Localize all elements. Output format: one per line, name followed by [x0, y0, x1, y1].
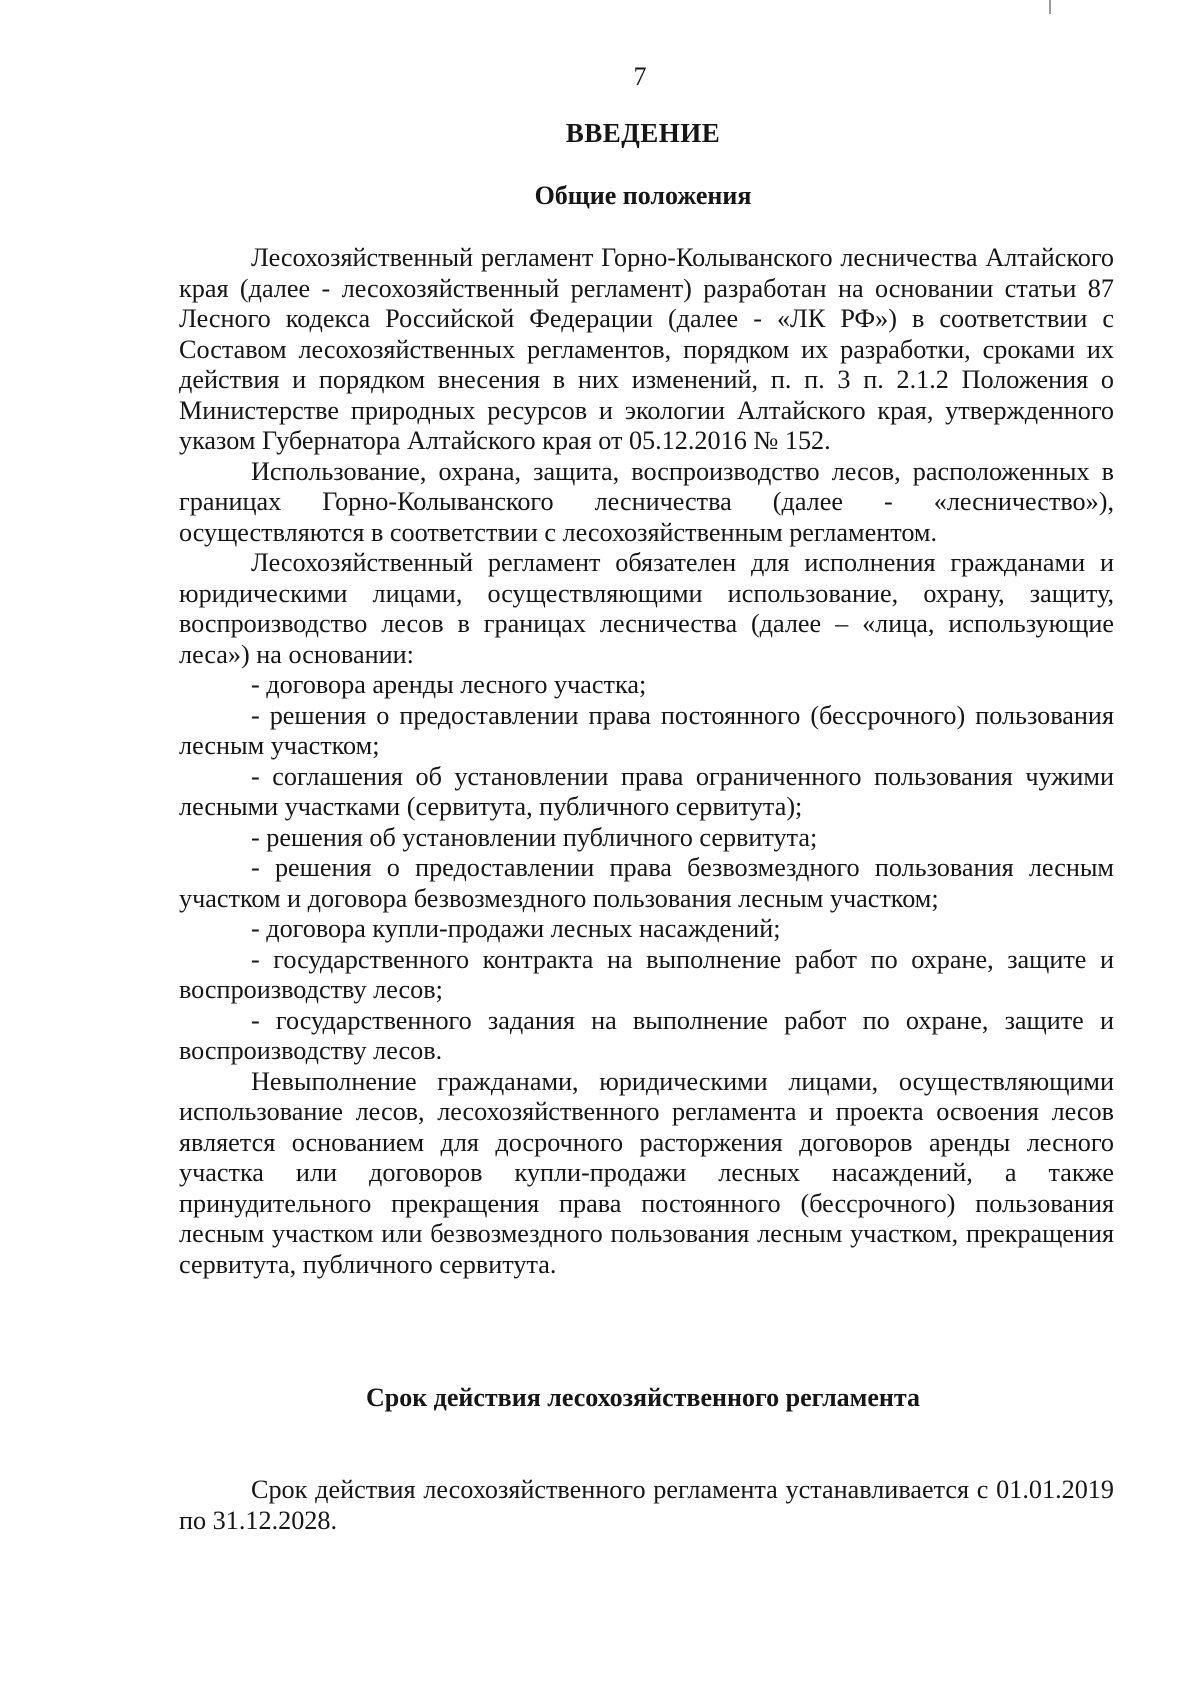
page-number: 7: [633, 62, 647, 91]
body-text: [179, 243, 1114, 1280]
paragraph: Лесохозяйственный регламент Горно-Колыванского лесничества Алтайского края (далее - лесохозяйственный регламент) разработан на основании статьи 87 Лесного кодекса Российской Федерации (далее - «ЛК РФ») в соответствии с Составом лесохозяйственных регламентов, порядком их разработки, сроками их действия и порядком внесения в них изменений, п. п. 3 п. 2.1.2 Положения о Министерстве природных ресурсов и экологии Алтайского края, утвержденного указом Губернатора Алтайского края от 05.12.2016 № 152.: [179, 243, 1114, 455]
scan-artifact: [1049, 0, 1051, 14]
list-item: - решения о предоставлении права безвозмездного пользования лесным участком и договора безвозмездного пользования лесным участком;: [179, 853, 1114, 913]
list-item: - соглашения об установлении права ограниченного пользования чужими лесными участками (сервитута, публичного сервитута);: [179, 761, 1114, 821]
list-item: - государственного контракта на выполнение работ по охране, защите и воспроизводству лесов;: [179, 944, 1114, 1004]
paragraph: Использование, охрана, защита, воспроизводство лесов, расположенных в границах Горно-Колыванского лесничества (далее - «лесничество»), осуществляются в соответствии с лесохозяйственным регламентом.: [179, 456, 1114, 547]
page-title: ВВЕДЕНИЕ: [565, 118, 721, 148]
section-subtitle: Общие положения: [534, 181, 752, 210]
paragraph: Невыполнение гражданами, юридическими лицами, осуществляющими использование лесов, лесохозяйственного регламента и проекта освоения лесов является основанием для досрочного расторжения договоров аренды лесного участка или договоров купли-продажи лесных насаждений, а также принудительного прекращения права постоянного (бессрочного) пользования лесным участком или безвозмездного пользования лесным участком, прекращения сервитута, публичного сервитута.: [179, 1066, 1114, 1279]
paragraph: Лесохозяйственный регламент обязателен для исполнения гражданами и юридическими лицами, осуществляющими использование, охрану, защиту, воспроизводство лесов в границах лесничества (далее – «лица, использующие леса») на основании:: [179, 548, 1114, 669]
list-item: - решения о предоставлении права постоянного (бессрочного) пользования лесным участком;: [179, 700, 1114, 760]
list-item: - договора купли-продажи лесных насаждений;: [251, 914, 781, 943]
section-body: [179, 1474, 1114, 1536]
list-item: - решения об установлении публичного сервитута;: [251, 822, 818, 852]
list-item: - государственного задания на выполнение работ по охране, защите и воспроизводству лесов.: [179, 1005, 1114, 1065]
list-item: - договора аренды лесного участка;: [251, 670, 647, 699]
section-heading: Срок действия лесохозяйственного регламента: [365, 1383, 921, 1412]
paragraph: Срок действия лесохозяйственного регламента устанавливается с 01.01.2019 по 31.12.2028.: [179, 1475, 1114, 1535]
